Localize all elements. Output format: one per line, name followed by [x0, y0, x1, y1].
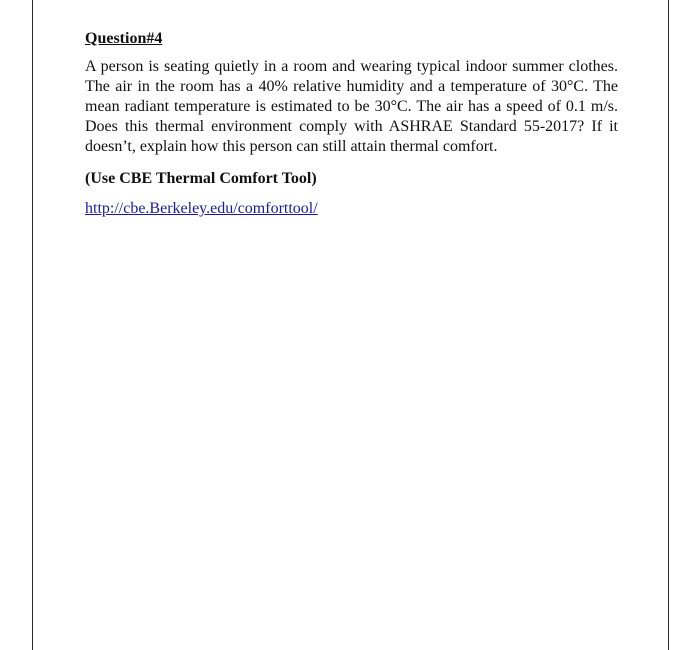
question-body: A person is seating quietly in a room and wearing typical indoor summer clothes. The air in the room has a 40% relative humidity and a temperature of 30°C. The mean radiant temperature is estimated to be 30°C. The air has a speed of 0.1 m/s. Does this thermal environment comply with ASHRAE Standard 55-2017? If it doesn’t, explain how this person can still attain thermal comfort.: [85, 58, 618, 155]
question-block: [85, 29, 618, 219]
document-page: [32, 0, 669, 650]
comfort-tool-link[interactable]: http://cbe.Berkeley.edu/comforttool/: [85, 200, 318, 217]
tool-note: (Use CBE Thermal Comfort Tool): [85, 170, 317, 187]
question-heading: Question#4: [85, 30, 163, 47]
